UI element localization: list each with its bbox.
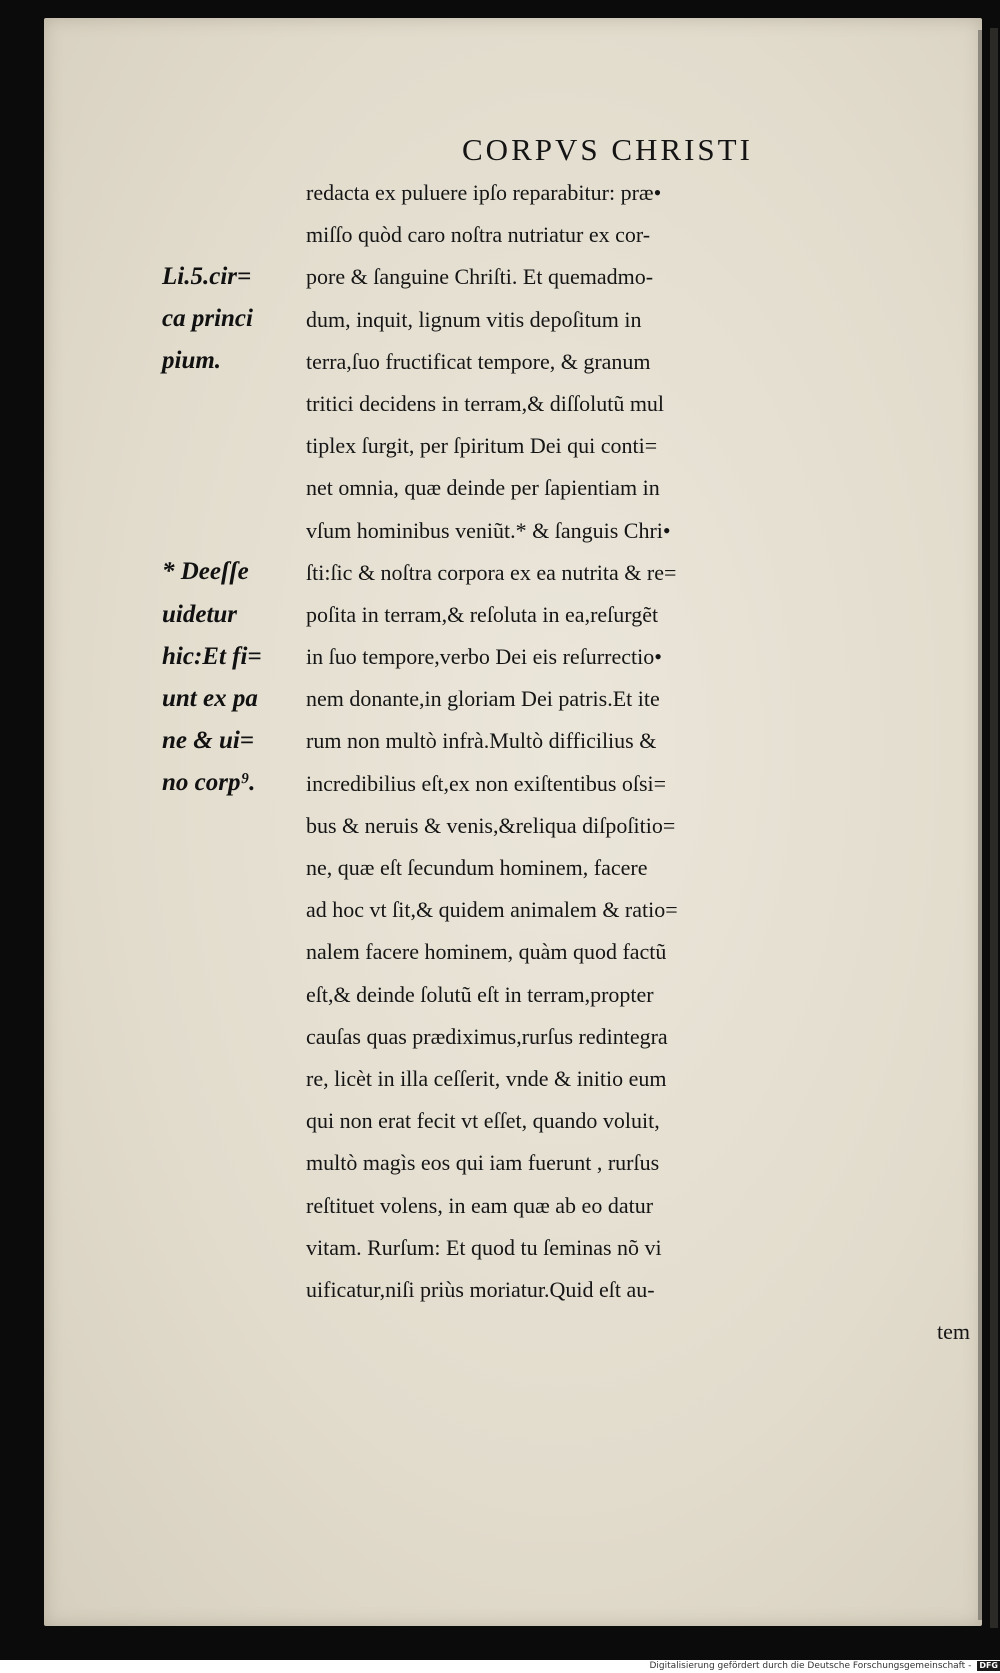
text-line: bus & neruis & venis,&reliqua diſpoſitio=: [306, 812, 676, 838]
body-text: [306, 172, 978, 1353]
marginal-note-line: uidetur: [162, 600, 238, 628]
marginal-note-line: [162, 425, 302, 467]
text-line: qui non erat fecit vt eſſet, quando voluit,: [306, 1108, 660, 1134]
text-line: nalem facere hominem, quàm quod factũ: [306, 939, 667, 965]
text-line: poſita in terram,& reſoluta in ea,reſurgẽt: [306, 601, 659, 627]
page-edge-shadow: [978, 30, 982, 1620]
marginal-note-line: hic:Et fi=: [162, 642, 262, 670]
digitization-footer: [0, 1660, 1000, 1673]
text-line: vſum hominibus veniũt.* & ſanguis Chri•: [306, 517, 671, 543]
text-line: net omnia, quæ deinde per ſapientiam in: [306, 475, 660, 501]
text-line: tiplex ſurgit, per ſpiritum Dei qui conti=: [306, 433, 658, 459]
text-line: rum non multò infrà.Multò difficilius &: [306, 728, 657, 754]
text-line: uificatur,niſi priùs moriatur.Quid eſt au-: [306, 1276, 655, 1302]
text-line: dum, inquit, lignum vitis depoſitum in: [306, 306, 642, 332]
marginal-note-line: ne & ui=: [162, 727, 255, 755]
text-line: nem donante,in gloriam Dei patris.Et ite: [306, 686, 660, 712]
marginal-note-line: no corp⁹.: [162, 769, 256, 797]
text-line: multò magìs eos qui iam fuerunt , rurſus: [306, 1150, 660, 1176]
marginal-note-line: [162, 467, 302, 509]
text-line: redacta ex puluere ipſo reparabitur: præ•: [306, 180, 662, 205]
marginal-note-line: unt ex pa: [162, 684, 258, 712]
marginal-note-line: * Deeſſe: [162, 558, 249, 586]
book-fore-edge: [990, 28, 998, 1628]
marginal-note-line: [162, 383, 302, 425]
running-head: CORPVS CHRISTI: [462, 132, 753, 167]
text-line: cauſas quas prædiximus,rurſus redintegra: [306, 1023, 668, 1049]
text-line: incredibilius eſt,ex non exiſtentibus oſsi=: [306, 770, 667, 796]
text-line: terra,ſuo fructificat tempore, & granum: [306, 348, 651, 374]
text-line: in ſuo tempore,verbo Dei eis reſurrectio•: [306, 644, 662, 670]
marginal-note-line: pium.: [162, 347, 222, 375]
text-line: ad hoc vt ſit,& quidem animalem & ratio=: [306, 897, 678, 923]
footer-credit: Digitalisierung gefördert durch die Deutsche Forschungsgemeinschaft -: [649, 1661, 972, 1671]
marginal-note-line: ca princi: [162, 305, 253, 333]
text-line: eſt,& deinde ſolutũ eſt in terram,propter: [306, 981, 654, 1007]
text-line: pore & ſanguine Chriſti. Et quemadmo-: [306, 264, 654, 290]
marginal-note-line: Li.5.cir=: [162, 263, 252, 290]
text-line: tem: [937, 1319, 970, 1345]
text-line: vitam. Rurſum: Et quod tu ſeminas nõ vi: [306, 1234, 662, 1260]
text-line: reſtituet volens, in eam quæ ab eo datur: [306, 1192, 654, 1218]
text-line: ne, quæ eſt ſecundum hominem, facere: [306, 855, 648, 880]
text-line: re, licèt in illa ceſſerit, vnde & initio eum: [306, 1065, 667, 1091]
dfg-logo: DFG: [979, 1660, 998, 1670]
text-line: ſti:ſic & noſtra corpora ex ea nutrita & re=: [306, 559, 677, 585]
marginal-notes: [162, 256, 302, 804]
text-line: tritici decidens in terram,& diſſolutũ mul: [306, 390, 665, 416]
text-line: miſſo quòd caro noſtra nutriatur ex cor-: [306, 222, 651, 248]
marginal-note-line: [162, 509, 302, 551]
